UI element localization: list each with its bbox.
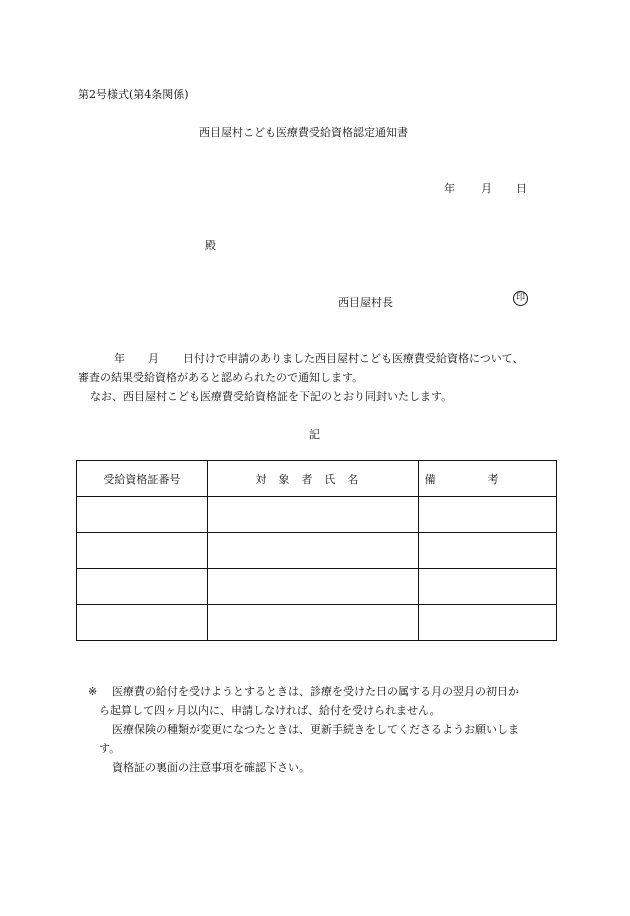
table-row [77, 605, 557, 641]
table-cell[interactable] [207, 569, 419, 605]
table-row [77, 533, 557, 569]
body-line-1-text: 日付けで申請のありました西目屋村こども医療費受給資格について、 [183, 352, 524, 365]
note-mark: ※ [88, 685, 98, 698]
table-cell[interactable] [77, 569, 208, 605]
table-cell[interactable] [419, 497, 557, 533]
certificate-table [76, 460, 557, 641]
table-cell[interactable] [77, 605, 208, 641]
table-row [77, 497, 557, 533]
note-line-3: 医療保険の種類が変更になつたときは、更新手続きをしてくださるようお願いしま [112, 723, 519, 736]
note-line-1: 医療費の給付を受けようとするときは、診療を受けた日の属する月の翌月の初日か [112, 685, 519, 698]
note-line-2: ら起算して四ヶ月以内に、申請しなければ、給付を受けられません。 [99, 704, 441, 717]
header-certificate-number: 受給資格証番号 [77, 461, 208, 497]
header-subject-name: 対象者氏名 [207, 461, 419, 497]
ki-heading: 記 [309, 428, 320, 441]
date-day-label: 日 [516, 182, 527, 195]
date-month-label: 月 [481, 182, 492, 195]
body-line-3: なお、西目屋村こども医療費受給資格証を下記のとおり同封いたします。 [90, 390, 453, 403]
table-cell[interactable] [207, 497, 419, 533]
seal-mark: 印 [513, 291, 528, 306]
table-cell[interactable] [77, 497, 208, 533]
note-line-4: す。 [99, 742, 121, 755]
table-cell[interactable] [419, 605, 557, 641]
table-header-row [77, 461, 557, 497]
body-line-2: 審査の結果受給資格があると認められたので通知します。 [78, 371, 364, 384]
issuer-name: 西目屋村長 [338, 296, 393, 309]
table-row [77, 569, 557, 605]
table-cell[interactable] [419, 533, 557, 569]
header-remarks: 備考 [419, 461, 557, 497]
date-year-label: 年 [444, 182, 455, 195]
table-cell[interactable] [77, 533, 208, 569]
note-line-5: 資格証の裏面の注意事項を確認下さい。 [112, 761, 310, 774]
document-title: 西目屋村こども医療費受給資格認定通知書 [199, 126, 408, 139]
addressee-honorific: 殿 [205, 239, 216, 252]
table-cell[interactable] [207, 605, 419, 641]
body-month-label: 月 [148, 352, 159, 365]
table-cell[interactable] [419, 569, 557, 605]
body-year-label: 年 [114, 352, 125, 365]
form-number: 第2号様式(第4条関係) [78, 88, 189, 101]
table-cell[interactable] [207, 533, 419, 569]
